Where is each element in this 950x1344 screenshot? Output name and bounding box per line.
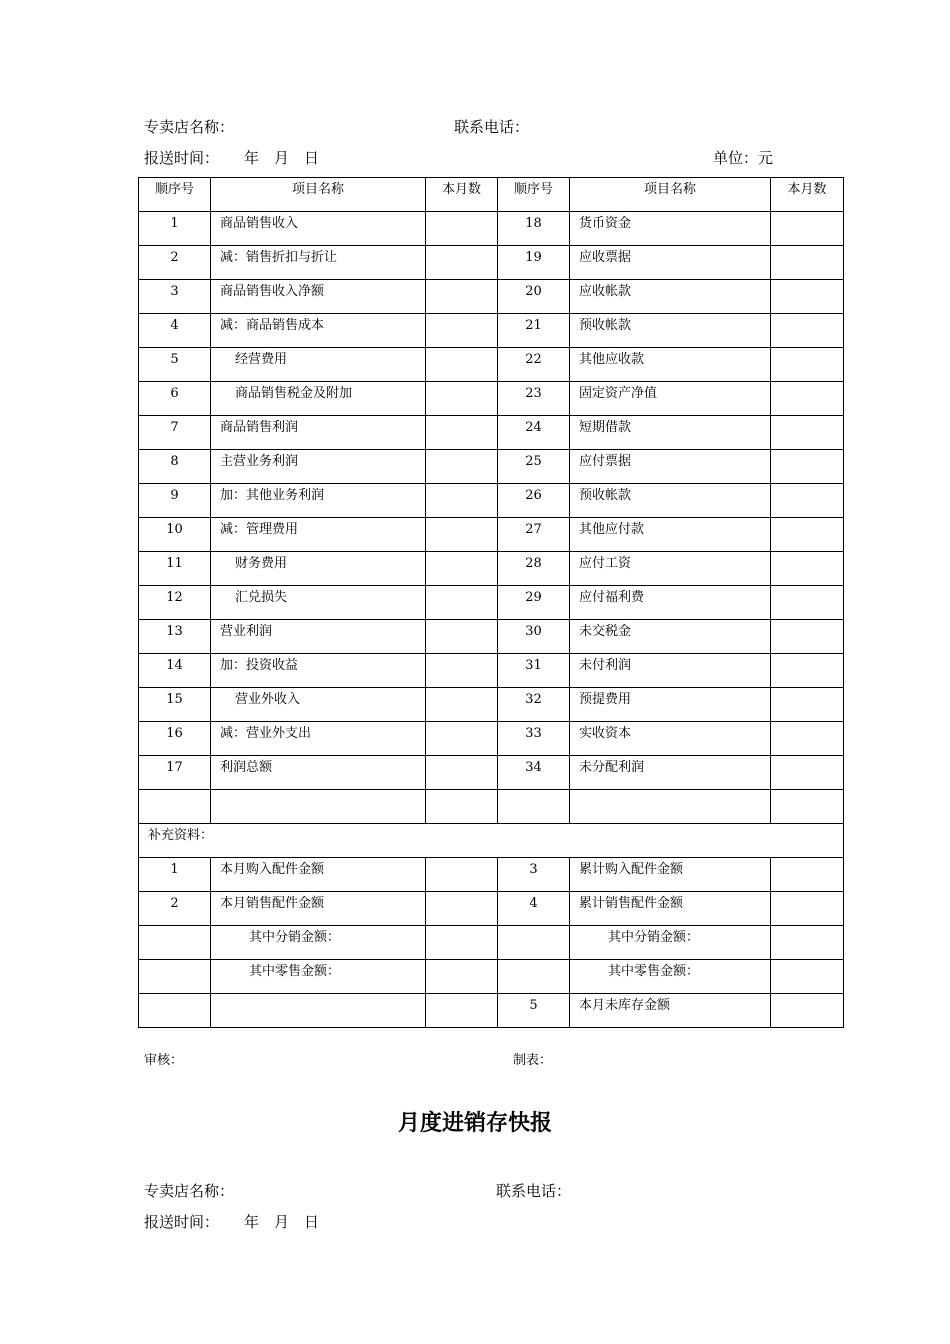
seq-cell: 1 [139, 212, 211, 246]
month-value-cell-right [771, 586, 844, 620]
month-value-cell [426, 416, 498, 450]
month-value-cell-right [771, 688, 844, 722]
blank-row [139, 790, 844, 824]
report-date: 年 月 日 [244, 149, 320, 167]
month-value-cell [426, 382, 498, 416]
seq-cell-right [498, 960, 570, 994]
monthly-report-table [138, 177, 844, 1028]
month-value-cell-right [771, 246, 844, 280]
seq-cell: 11 [139, 552, 211, 586]
month-value-cell [426, 722, 498, 756]
seq-cell-right: 24 [498, 416, 570, 450]
item-name-cell: 利润总额 [211, 756, 426, 790]
table-row [139, 586, 844, 620]
month-value-cell-right [771, 926, 844, 960]
table-row [139, 314, 844, 348]
table-row [139, 246, 844, 280]
item-name-cell-right: 应付工资 [570, 552, 771, 586]
month-value-cell [426, 314, 498, 348]
month-value-cell [426, 280, 498, 314]
item-name-cell: 减：商品销售成本 [211, 314, 426, 348]
table-row [139, 280, 844, 314]
seq-cell [139, 960, 211, 994]
month-value-cell-right [771, 416, 844, 450]
month-value-cell-right [771, 382, 844, 416]
month-value-cell [426, 756, 498, 790]
table-row [139, 722, 844, 756]
item-name-cell: 减：营业外支出 [211, 722, 426, 756]
report-time-label: 报送时间： [144, 149, 220, 167]
seq-cell: 5 [139, 348, 211, 382]
table-row [139, 518, 844, 552]
seq-cell: 17 [139, 756, 211, 790]
month-value-cell [426, 484, 498, 518]
item-name-cell-right: 其中分销金额： [570, 926, 771, 960]
table-row [139, 552, 844, 586]
item-name-cell-right: 货币资金 [570, 212, 771, 246]
seq-cell: 1 [139, 858, 211, 892]
item-name-cell-right: 预收帐款 [570, 314, 771, 348]
item-name-cell-right: 短期借款 [570, 416, 771, 450]
month-value-cell-right [771, 654, 844, 688]
unit-label: 单位：元 [713, 149, 774, 167]
empty-cell [426, 790, 498, 824]
seq-cell-right: 21 [498, 314, 570, 348]
table-row [139, 960, 844, 994]
table-row [139, 994, 844, 1028]
seq-cell-right: 30 [498, 620, 570, 654]
month-value-cell [426, 654, 498, 688]
item-name-cell-right: 应收帐款 [570, 280, 771, 314]
report-date-2: 年 月 日 [244, 1213, 320, 1231]
supplement-label: 补充资料： [139, 824, 844, 858]
month-value-cell [426, 348, 498, 382]
item-name-cell: 其中分销金额： [211, 926, 426, 960]
month-value-cell [426, 926, 498, 960]
month-value-cell [426, 688, 498, 722]
seq-cell: 6 [139, 382, 211, 416]
table-row [139, 892, 844, 926]
item-name-cell: 减：销售折扣与折让 [211, 246, 426, 280]
month-value-cell [426, 518, 498, 552]
item-name-cell-right: 预收帐款 [570, 484, 771, 518]
seq-cell: 7 [139, 416, 211, 450]
item-name-cell-right: 应付票据 [570, 450, 771, 484]
item-name-cell-right: 实收资本 [570, 722, 771, 756]
col-header-month: 本月数 [426, 178, 498, 212]
empty-cell [211, 790, 426, 824]
seq-cell: 13 [139, 620, 211, 654]
seq-cell: 2 [139, 892, 211, 926]
month-value-cell [426, 892, 498, 926]
seq-cell-right: 34 [498, 756, 570, 790]
table-row [139, 620, 844, 654]
month-value-cell [426, 552, 498, 586]
seq-cell: 4 [139, 314, 211, 348]
table-row [139, 212, 844, 246]
month-value-cell [426, 212, 498, 246]
prepared-label: 制表： [513, 1053, 553, 1068]
item-name-cell: 商品销售利润 [211, 416, 426, 450]
seq-cell: 14 [139, 654, 211, 688]
seq-cell-right: 19 [498, 246, 570, 280]
item-name-cell-right: 固定资产净值 [570, 382, 771, 416]
seq-cell-right: 23 [498, 382, 570, 416]
month-value-cell-right [771, 280, 844, 314]
seq-cell-right: 27 [498, 518, 570, 552]
table-header-row [139, 178, 844, 212]
month-value-cell [426, 450, 498, 484]
item-name-cell: 营业外收入 [211, 688, 426, 722]
month-value-cell [426, 246, 498, 280]
seq-cell-right: 3 [498, 858, 570, 892]
seq-cell [139, 994, 211, 1028]
item-name-cell [211, 994, 426, 1028]
item-name-cell: 营业利润 [211, 620, 426, 654]
table-row [139, 688, 844, 722]
month-value-cell-right [771, 348, 844, 382]
table-row [139, 654, 844, 688]
month-value-cell-right [771, 484, 844, 518]
item-name-cell: 商品销售税金及附加 [211, 382, 426, 416]
seq-cell-right: 29 [498, 586, 570, 620]
month-value-cell [426, 586, 498, 620]
item-name-cell-right: 预提费用 [570, 688, 771, 722]
seq-cell-right: 22 [498, 348, 570, 382]
seq-cell: 9 [139, 484, 211, 518]
month-value-cell [426, 960, 498, 994]
month-value-cell [426, 858, 498, 892]
month-value-cell-right [771, 756, 844, 790]
col-header-item: 项目名称 [211, 178, 426, 212]
empty-cell [570, 790, 771, 824]
item-name-cell-right: 未付利润 [570, 654, 771, 688]
empty-cell [771, 790, 844, 824]
seq-cell: 10 [139, 518, 211, 552]
seq-cell: 12 [139, 586, 211, 620]
item-name-cell: 本月购入配件金额 [211, 858, 426, 892]
month-value-cell [426, 994, 498, 1028]
month-value-cell-right [771, 858, 844, 892]
item-name-cell-right: 累计销售配件金额 [570, 892, 771, 926]
seq-cell-right [498, 926, 570, 960]
table-row [139, 756, 844, 790]
supplement-row [139, 824, 844, 858]
item-name-cell: 经营费用 [211, 348, 426, 382]
item-name-cell-right: 累计购入配件金额 [570, 858, 771, 892]
month-value-cell-right [771, 960, 844, 994]
seq-cell-right: 25 [498, 450, 570, 484]
month-value-cell-right [771, 892, 844, 926]
table-row [139, 416, 844, 450]
seq-cell [139, 926, 211, 960]
item-name-cell: 减：管理费用 [211, 518, 426, 552]
phone-label: 联系电话： [454, 118, 530, 136]
table-row [139, 858, 844, 892]
section-title: 月度进销存快报 [397, 1110, 552, 1136]
month-value-cell-right [771, 212, 844, 246]
month-value-cell-right [771, 994, 844, 1028]
item-name-cell: 其中零售金额： [211, 960, 426, 994]
phone-label-2: 联系电话： [496, 1182, 572, 1200]
item-name-cell: 本月销售配件金额 [211, 892, 426, 926]
seq-cell-right: 18 [498, 212, 570, 246]
store-name-label-2: 专卖店名称： [144, 1182, 235, 1200]
month-value-cell-right [771, 314, 844, 348]
month-value-cell-right [771, 620, 844, 654]
seq-cell: 15 [139, 688, 211, 722]
empty-cell [139, 790, 211, 824]
seq-cell: 16 [139, 722, 211, 756]
report-time-label-2: 报送时间： [144, 1213, 220, 1231]
item-name-cell-right: 未交税金 [570, 620, 771, 654]
col-header-month-right: 本月数 [771, 178, 844, 212]
seq-cell-right: 32 [498, 688, 570, 722]
month-value-cell-right [771, 518, 844, 552]
item-name-cell-right: 应付福利费 [570, 586, 771, 620]
store-name-label: 专卖店名称： [144, 118, 235, 136]
item-name-cell: 财务费用 [211, 552, 426, 586]
col-header-seq: 顺序号 [139, 178, 211, 212]
col-header-item-right: 项目名称 [570, 178, 771, 212]
seq-cell: 2 [139, 246, 211, 280]
item-name-cell: 商品销售收入净额 [211, 280, 426, 314]
seq-cell-right: 26 [498, 484, 570, 518]
month-value-cell-right [771, 450, 844, 484]
item-name-cell-right: 其中零售金额： [570, 960, 771, 994]
table-row [139, 348, 844, 382]
seq-cell-right: 20 [498, 280, 570, 314]
seq-cell-right: 28 [498, 552, 570, 586]
empty-cell [498, 790, 570, 824]
month-value-cell-right [771, 722, 844, 756]
item-name-cell: 商品销售收入 [211, 212, 426, 246]
seq-cell: 8 [139, 450, 211, 484]
item-name-cell-right: 本月未库存金额 [570, 994, 771, 1028]
item-name-cell: 主营业务利润 [211, 450, 426, 484]
table-row [139, 484, 844, 518]
item-name-cell: 加：投资收益 [211, 654, 426, 688]
month-value-cell [426, 620, 498, 654]
seq-cell-right: 5 [498, 994, 570, 1028]
item-name-cell: 汇兑损失 [211, 586, 426, 620]
month-value-cell-right [771, 552, 844, 586]
seq-cell: 3 [139, 280, 211, 314]
review-label: 审核： [144, 1053, 184, 1068]
item-name-cell: 加：其他业务利润 [211, 484, 426, 518]
item-name-cell-right: 应收票据 [570, 246, 771, 280]
seq-cell-right: 33 [498, 722, 570, 756]
table-row [139, 382, 844, 416]
item-name-cell-right: 其他应收款 [570, 348, 771, 382]
item-name-cell-right: 未分配利润 [570, 756, 771, 790]
seq-cell-right: 4 [498, 892, 570, 926]
seq-cell-right: 31 [498, 654, 570, 688]
col-header-seq-right: 顺序号 [498, 178, 570, 212]
table-row [139, 450, 844, 484]
table-row [139, 926, 844, 960]
item-name-cell-right: 其他应付款 [570, 518, 771, 552]
